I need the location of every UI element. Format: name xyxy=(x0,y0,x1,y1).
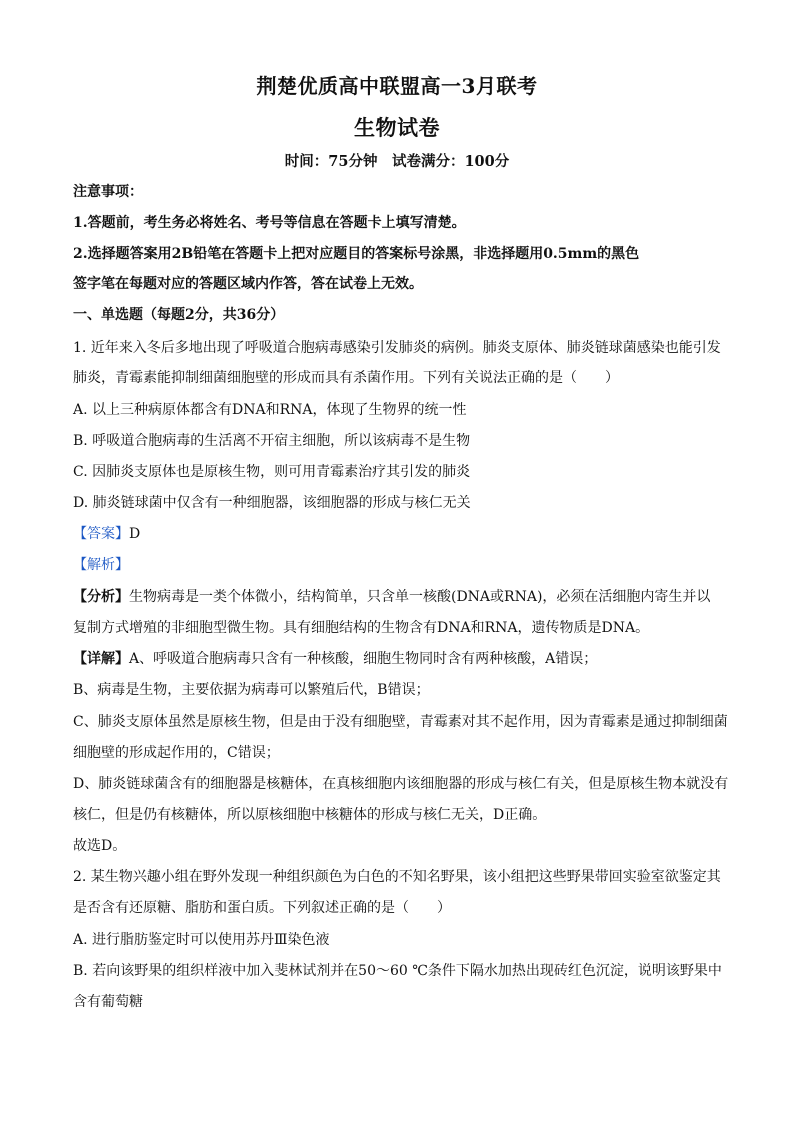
q2-option-a: A. 进行脂肪鉴定时可以使用苏丹Ⅲ染色液 xyxy=(73,932,330,948)
q2-stem-line-1: 2. 某生物兴趣小组在野外发现一种组织颜色为白色的不知名野果，该小组把这些野果带回实验室欲鉴定其 xyxy=(73,869,721,885)
analysis-tag: 【解析】 xyxy=(73,557,129,573)
notice-item-2-line-1: 2.选择题答案用2B铅笔在答题卡上把对应题目的答案标号涂黑，非选择题用0.5mm的黑色 xyxy=(73,246,640,262)
notice-heading: 注意事项： xyxy=(73,184,143,200)
q1-detail-d-line-1: D、肺炎链球菌含有的细胞器是核糖体，在真核细胞内该细胞器的形成与核仁有关，但是原核生物本就没有 xyxy=(73,776,729,792)
notice-item-1: 1.答题前，考生务必将姓名、考号等信息在答题卡上填写清楚。 xyxy=(73,215,466,231)
exam-title: 荆楚优质高中联盟高一3月联考 xyxy=(256,74,538,98)
q2-stem-line-2: 是否含有还原糖、脂肪和蛋白质。下列叙述正确的是（ ） xyxy=(73,900,451,916)
exam-meta: 时间：75分钟 试卷满分：100分 xyxy=(284,153,510,170)
q1-answer xyxy=(73,524,733,544)
q1-stem-line-2: 肺炎，青霉素能抑制细菌细胞壁的形成而具有杀菌作用。下列有关说法正确的是（ ） xyxy=(73,370,619,386)
answer-value: D xyxy=(129,526,141,542)
q1-option-a: A. 以上三种病原体都含有DNA和RNA，体现了生物界的统一性 xyxy=(73,402,467,418)
q1-option-d: D. 肺炎链球菌中仅含有一种细胞器，该细胞器的形成与核仁无关 xyxy=(73,495,471,511)
fenxi-tag: 【分析】 xyxy=(73,589,129,605)
q1-fenxi-line-1 xyxy=(73,587,733,607)
q1-detail-c-line-2: 细胞壁的形成起作用的，C错误； xyxy=(73,745,280,761)
q1-detail-d-line-2: 核仁，但是仍有核糖体，所以原核细胞中核糖体的形成与核仁无关，D正确。 xyxy=(73,807,547,823)
detail-tag: 【详解】 xyxy=(73,651,129,667)
q1-detail-c-line-1: C、肺炎支原体虽然是原核生物，但是由于没有细胞壁，青霉素对其不起作用，因为青霉素是通过抑制细菌 xyxy=(73,714,728,730)
notice-item-2-line-2: 签字笔在每题对应的答题区域内作答，答在试卷上无效。 xyxy=(73,276,423,292)
q2-option-b-line-2: 含有葡萄糖 xyxy=(73,994,143,1010)
q1-detail-a xyxy=(73,649,733,669)
q1-conclusion: 故选D。 xyxy=(73,838,127,854)
q1-option-c: C. 因肺炎支原体也是原核生物，则可用青霉素治疗其引发的肺炎 xyxy=(73,464,471,480)
detail-a-text: A、呼吸道合胞病毒只含有一种核酸，细胞生物同时含有两种核酸，A错误； xyxy=(129,651,598,667)
exam-subtitle: 生物试卷 xyxy=(354,115,440,140)
q1-option-b: B. 呼吸道合胞病毒的生活离不开宿主细胞，所以该病毒不是生物 xyxy=(73,433,471,449)
fenxi-text: 生物病毒是一类个体微小，结构简单，只含单一核酸(DNA或RNA)，必须在活细胞内寄生并以 xyxy=(129,589,711,605)
q1-fenxi-line-2: 复制方式增殖的非细胞型微生物。具有细胞结构的生物含有DNA和RNA，遗传物质是DNA。 xyxy=(73,620,650,636)
q1-detail-b: B、病毒是生物，主要依据为病毒可以繁殖后代，B错误； xyxy=(73,682,430,698)
q1-stem-line-1: 1. 近年来入冬后多地出现了呼吸道合胞病毒感染引发肺炎的病例。肺炎支原体、肺炎链球菌感染也能引发 xyxy=(73,340,721,356)
section-heading: 一、单选题（每题2分，共36分） xyxy=(73,307,285,323)
answer-tag: 【答案】 xyxy=(73,526,129,542)
q2-option-b-line-1: B. 若向该野果的组织样液中加入斐林试剂并在50～60 ℃条件下隔水加热出现砖红色沉淀，说明该野果中 xyxy=(73,963,722,979)
